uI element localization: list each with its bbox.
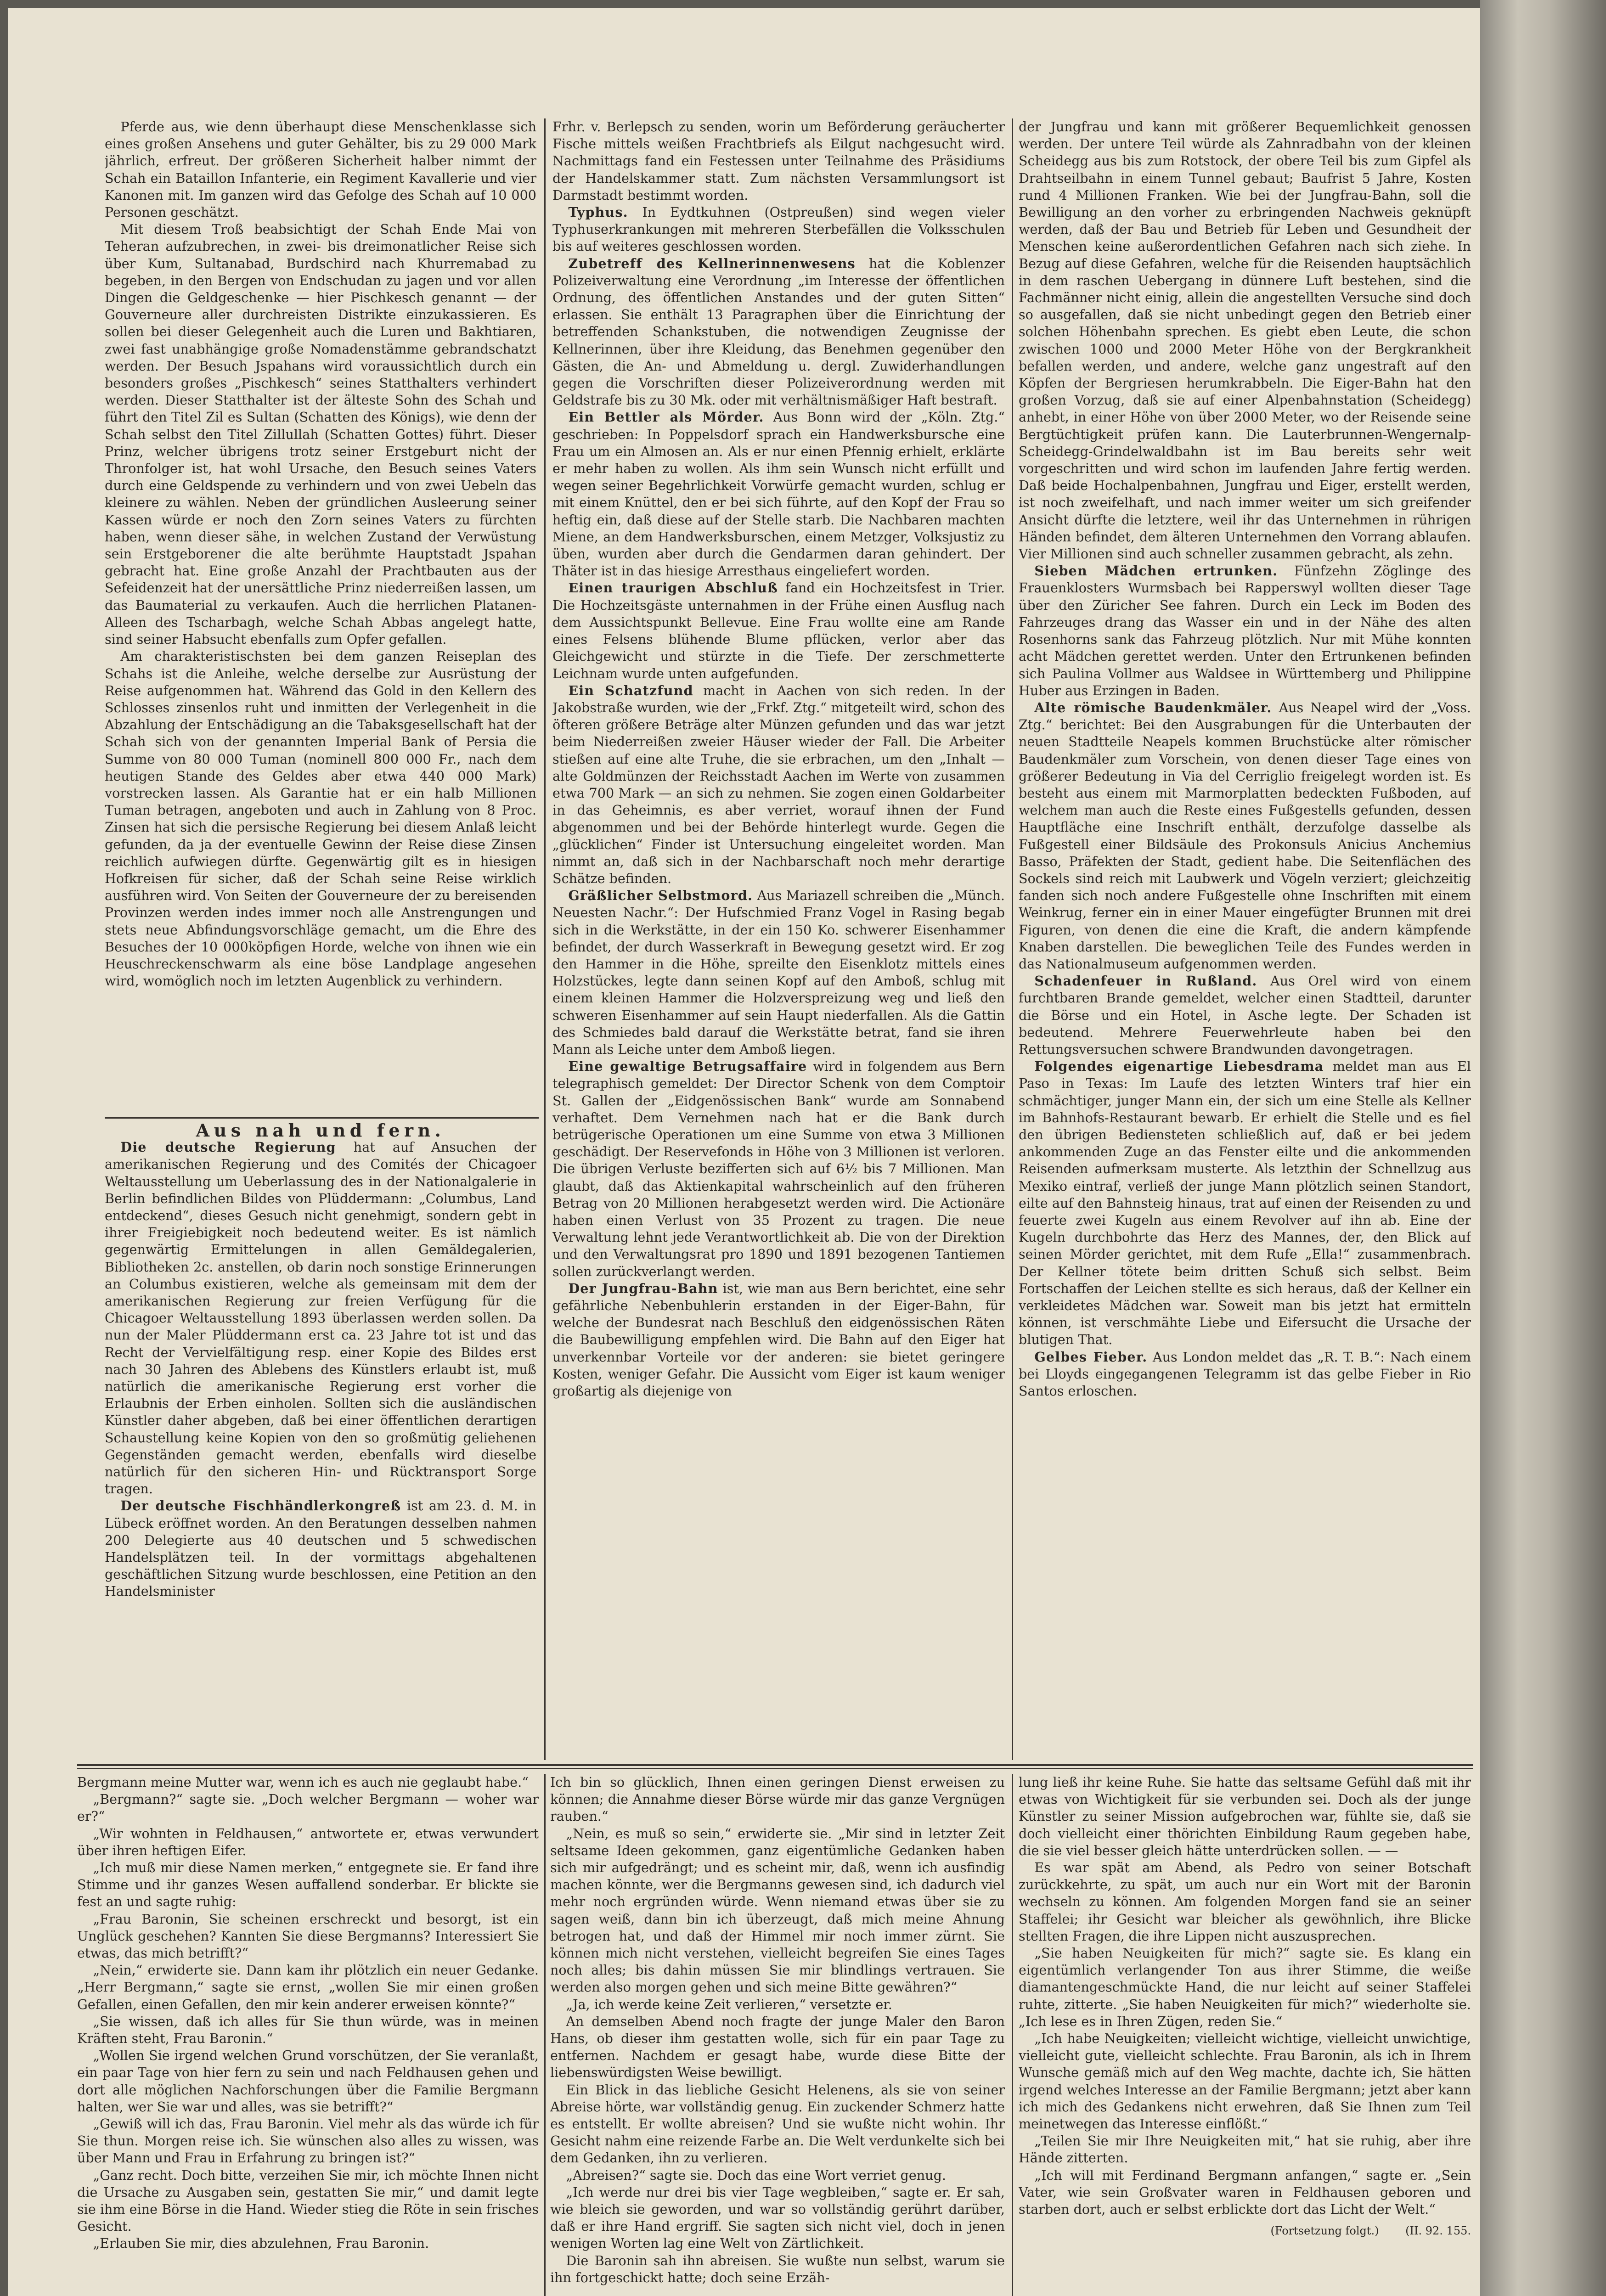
upper-column-1b <box>105 1122 536 1760</box>
paragraph-text: In Eydtkuhnen (Ostpreußen) sind wegen vieler Typhuserkrankungen mit mehreren Sterbefällen die Volksschulen bis auf weiteres geschlossen worden. <box>552 204 1005 254</box>
paragraph <box>552 1058 1005 1280</box>
paragraph-text: der Jungfrau und kann mit größerer Bequemlichkeit genossen werden. Der untere Teil würde als Zahnradbahn von der kleinen Scheidegg aus bis zum Rotstock, der obere Teil bis zum Gipfel als Drahtseilbahn in einem Tunnel gebaut; Baufrist 5 Jahre, Kosten rund 4 Millionen Franken. Wie bei der Jungfrau-Bahn, soll die Bewilligung an den vorher zu erbringenden Nachweis geknüpft werden, daß der Bau und Betrieb für Leben und Gesundheit der Menschen keine außerordentlichen Gefahren nach sich ziehe. In Bezug auf diese Gefahren, welche für die Reisenden hauptsächlich in dem raschen Uebergang in dünnere Luft bestehen, sind die Fachmänner nicht einig, allein die angestellten Versuche sind doch so ausgefallen, daß sie nicht unbedingt gegen den Betrieb einer solchen Höhenbahn sprechen. Es giebt eben Leute, die schon zwischen 1000 und 2000 Meter Höhe von der Bergkrankheit befallen werden, und andere, welche ganz ungestraft auf den Köpfen der Bergriesen herumkrabbeln. Die Eiger-Bahn hat den großen Vorzug, daß sie auf einer Alpenbahnstation (Scheidegg) anhebt, in einer Höhe von über 2000 Meter, wo der Reisende seine Bergtüchtigkeit prüfen kann. Die Lauterbrunnen-Wengernalp-Scheidegg-Grindelwaldbahn ist im Bau bereits sehr weit vorgeschritten und wird schon im laufenden Jahre fertig werden. Daß beide Hochalpenbahnen, Jungfrau und Eiger, erstellt werden, ist noch zweifelhaft, und nach immer weiter um sich greifender Ansicht dürfte die letztere, weil ihr das Unternehmen in rührigen Händen befindet, dem älteren Unternehmen den Vorrang ablaufen. Vier Millionen sind auch schneller zusammen gebracht, als zehn. <box>1019 119 1471 562</box>
paragraph-text: „Teilen Sie mir Ihre Neuigkeiten mit,“ hat sie ruhig, aber ihre Hände zitterten. <box>1019 2133 1471 2166</box>
paragraph <box>1019 1058 1471 1348</box>
paragraph <box>550 2184 1005 2252</box>
paragraph <box>1019 1774 1471 1859</box>
paragraph <box>105 1139 536 1497</box>
paragraph <box>552 409 1005 580</box>
upper-column-3 <box>1019 118 1471 1760</box>
paragraph-text: „Ich habe Neuigkeiten; vielleicht wichtige, vielleicht unwichtige, vielleicht gute, vielleicht schlechte. Frau Baronin, als ich in Ihrem Wunsche gemäß mich auf den Weg machte, dachte ich, Sie hätten irgend welches Interesse an der Familie Bergmann; jetzt aber kann ich mich des Gedankens nicht erwehren, daß Sie Ihnen zum Teil meinetwegen das Interesse einflößt.“ <box>1019 2031 1471 2132</box>
paragraph-text: lung ließ ihr keine Ruhe. Sie hatte das seltsame Gefühl daß mit ihr etwas von Wichtigkeit für sie verbunden sei. Doch als der junge Künstler zu seiner Mission aufgebrochen war, fühlte sie, daß sie doch vielleicht einer thörichten Einbildung Raum gegeben habe, die sie viel besser gleich hätte unterdrücken sollen. — — <box>1019 1774 1471 1858</box>
paragraph <box>77 2013 539 2047</box>
paragraph <box>552 255 1005 409</box>
paragraph <box>550 1996 1005 2013</box>
paragraph-text: „Sie wissen, daß ich alles für Sie thun würde, was in meinen Kräften steht, Frau Baronin.“ <box>77 2013 539 2047</box>
paragraph-text: Am charakteristischsten bei dem ganzen Reiseplan des Schahs ist die Anleihe, welche derselbe zur Ausrüstung der Reise aufgenommen hat. Während das Gold in den Kellern des Schlosses zinsenlos ruht und inmitten der Verlegenheit in die Abzahlung der Entschädigung an die Tabaksgesellschaft hat der Schah sich von der genannten Imperial Bank of Persia die Summe von 80 000 Tuman (nominell 800 000 Fr., nach dem heutigen Stande des Geldes aber etwa 440 000 Mark) vorstrecken lassen. Als Garantie hat er ein halb Millionen Tuman betragen, angeboten und auch in Zahlung von 8 Proc. Zinsen hat sich die persische Regierung bei diesem Anlaß leicht gefunden, da ja der eventuelle Gewinn der Reise diese Zinsen reichlich aufwiegen dürfte. Gegenwärtig gilt es in hiesigen Hofkreisen für sicher, daß der Schah seine Reise wirklich ausführen wird. Von Seiten der Gouverneure der zu bereisenden Provinzen werden indes immer noch alle Anstrengungen und stets neue Abfindungsvorschläge gemacht, um die Ehre des Besuches der 10 000köpfigen Horde, welche von ihnen wie ein Heuschreckenschwarm als eine böse Landplage angesehen wird, womöglich noch im letzten Augenblick zu verhindern. <box>105 648 536 989</box>
paragraph <box>105 118 536 221</box>
article-headline: Folgendes eigenartige Liebesdrama <box>1034 1058 1324 1075</box>
continuation-note <box>1019 2223 1471 2240</box>
column-rule <box>544 1774 546 2296</box>
paragraph <box>552 204 1005 255</box>
paragraph <box>105 1497 536 1600</box>
paragraph-text: Frhr. v. Berlepsch zu senden, worin um Beförderung geräucherter Fische mittels weißen Frachtbriefs als Eilgut nachgesucht wird. Nachmittags fand ein Festessen unter Teilnahme des Präsidiums der Handelskammer statt. Zum nächsten Versammlungsort ist Darmstadt bestimmt worden. <box>552 119 1005 203</box>
upper-column-1 <box>105 118 536 1120</box>
paragraph <box>1019 1945 1471 2030</box>
feuilleton-column-1 <box>77 1774 539 2296</box>
paragraph-text: meldet man aus El Paso in Texas: Im Laufe des letzten Winters traf hier ein schmächtiger, junger Mann ein, der sich um eine Stelle als Kellner im Bahnhofs-Restaurant bewarb. Er erhielt die Stelle und es fiel den übrigen Bediensteten schließlich auf, daß er bei jedem ankommenden Zuge an das Fenster eilte und die ankommenden Reisenden aufmerksam musterte. Als letzthin der Schnellzug aus Mexiko eintraf, verließ der junge Mann plötzlich seinen Standort, eilte auf den Bahnsteig hinaus, trat auf einen der Reisenden zu und feuerte zwei Kugeln aus einem Revolver auf ihn ab. Eine der Kugeln durchbohrte das Herz des Mannes, der, den Blick auf seinen Mörder gerichtet, mit dem Rufe „Ella!“ zusammenbrach. Der Kellner tötete beim dritten Schuß sich selbst. Beim Fortschaffen der Leichen stellte es sich heraus, daß der Kellner ein verkleidetes Mädchen war. Soweit man bis jetzt hat ermitteln können, ist verschmähte Liebe und Eifersucht die Ursache der blutigen That. <box>1019 1058 1471 1348</box>
paragraph <box>77 2116 539 2167</box>
paragraph-text: fand ein Hochzeitsfest in Trier. Die Hochzeitsgäste unternahmen in der Frühe einen Ausflug nach dem Aussichtspunkt Bellevue. Eine Frau wollte eine am Rande eines Felsens blühende Blume pflücken, verlor aber das Gleichgewicht und stürzte in die Tiefe. Der zerschmetterte Leichnam wurde unten aufgefunden. <box>552 580 1005 681</box>
paragraph <box>1019 2167 1471 2218</box>
paragraph-text: Aus Orel wird von einem furchtbaren Brande gemeldet, welcher einen Stadtteil, darunter die Börse und ein Hotel, in Asche legte. Der Schaden ist bedeutend. Mehrere Feuerwehrleute haben bei den Rettungsversuchen schwere Brandwunden davongetragen. <box>1019 973 1471 1057</box>
feuilleton-column-2 <box>550 1774 1005 2296</box>
reference-number: (II. 92. 155. <box>1405 2224 1471 2238</box>
paragraph <box>550 2252 1005 2286</box>
paragraph <box>77 1859 539 1911</box>
paragraph-text: „Erlauben Sie mir, dies abzulehnen, Frau Baronin. <box>93 2235 429 2251</box>
paragraph <box>1019 118 1471 563</box>
paragraph-text: „Nein,“ erwiderte sie. Dann kam ihr plötzlich ein neuer Gedanke. „Herr Bergmann,“ sagte sie ernst, „wollen Sie mir einen großen Gefallen, einen Gefallen, den mir kein anderer erweisen könnte?“ <box>77 1962 539 2012</box>
article-headline: Ein Schatzfund <box>568 682 693 698</box>
paragraph-text: Pferde aus, wie denn überhaupt diese Menschenklasse sich eines großen Ansehens und guter Gehälter, bis zu 29 000 Mark jährlich, erfreut. Der größeren Sicherheit halber nimmt der Schah ein Bataillon Infanterie, ein Regiment Kavallerie und vier Kanonen mit. Im ganzen wird das Gefolge des Schah auf 10 000 Personen geschätzt. <box>105 119 536 220</box>
section-rule <box>105 1117 539 1119</box>
paragraph-text: Es war spät am Abend, als Pedro von seiner Botschaft zurückkehrte, zu spät, um auch nur ein Wort mit der Baronin wechseln zu können. Am folgenden Morgen fand sie an seiner Staffelei; ihr Gesicht war bleicher als gewöhnlich, ihre Blicke stellten Fragen, die ihre Lippen nicht auszusprechen. <box>1019 1860 1471 1944</box>
paragraph <box>550 1774 1005 1825</box>
paragraph-text: „Sie haben Neuigkeiten für mich?“ sagte sie. Es klang ein eigentümlich verlangender Ton aus ihrer Stimme, die weiße diamantengeschmückte Hand, die nur leicht auf seiner Staffelei ruhte, zitterte. „Sie haben Neuigkeiten für mich?“ wiederholte sie. „Ich lese es in Ihren Zügen, reden Sie.“ <box>1019 1945 1471 2029</box>
paragraph-text: Bergmann meine Mutter war, wenn ich es auch nie geglaubt habe.“ <box>77 1774 529 1790</box>
paragraph <box>77 1911 539 1962</box>
paragraph-text: „Ja, ich werde keine Zeit verlieren,“ versetzte er. <box>566 1996 892 2012</box>
column-rule <box>1012 1774 1013 2296</box>
paragraph-text: Aus Neapel wird der „Voss. Ztg.“ berichtet: Bei den Ausgrabungen für die Unterbauten der neuen Stadtteile Neapels kommen Bruchstücke alter römischer Baudenkmäler zum Vorschein, von denen dieser Tage eines von größerer Bedeutung in Via del Cerriglio freigelegt worden ist. Es besteht aus einem mit Marmorplatten bedeckten Fußboden, auf welchem man auch die Reste eines Fußgestells gefunden, dessen Hauptfläche eine Inschrift enthält, derzufolge dasselbe als Fußgestell einer Bildsäule des Prokonsuls Anicius Anchemius Basso, Präfekten der Stadt, gedient habe. Die Seitenflächen des Sockels sind reich mit Laubwerk und Vögeln verziert; gleichzeitig fanden sich noch andere Fußgestelle ohne Inschriften mit einem Weinkrug, ferner ein in einer Mauer eingefügter Brunnen mit drei Figuren, von denen die eine die Kraft, die andern kämpfende Knaben darstellen. Die beweglichen Teile des Fundes werden in das Nationalmuseum aufgenommen werden. <box>1019 699 1471 972</box>
feuilleton-column-3 <box>1019 1774 1471 2296</box>
paragraph <box>552 887 1005 1058</box>
book-spine <box>1480 0 1606 2296</box>
paragraph-text: „Ich werde nur drei bis vier Tage wegbleiben,“ sagte er. Er sah, wie bleich sie geworden, und war so vollständig gerührt darüber, daß er ihre Hand ergriff. Sie sagten sich nicht viel, doch in jenen wenigen Worten lag eine Welt von Zärtlichkeit. <box>550 2184 1005 2251</box>
paragraph-text: „Ich will mit Ferdinand Bergmann anfangen,“ sagte er. „Sein Vater, wie sein Großvater waren in Feldhausen geboren und starben dort, auch er selbst erblickte dort das Licht der Welt.“ <box>1019 2167 1471 2217</box>
paragraph <box>550 2082 1005 2167</box>
paragraph-text: „Ich muß mir diese Namen merken,“ entgegnete sie. Er fand ihre Stimme und ihr ganzes Wesen auffallend sonderbar. Er blickte sie fest an und sagte ruhig: <box>77 1860 539 1910</box>
paragraph <box>77 1825 539 1859</box>
paragraph-text: hat auf Ansuchen der amerikanischen Regierung und des Comités der Chicagoer Weltausstellung um Ueberlassung des in der Nationalgalerie in Berlin befindlichen Bildes von Plüddermann: „Columbus, Land entdeckend“, dieses Gesuch nicht genehmigt, sondern gebt in ihrer Freigiebigkeit noch bedeutend weiter. Es ist nämlich gegenwärtig Ermittelungen in allen Gemäldegalerien, Bibliotheken 2c. anstellen, ob darin noch sonstige Erinnerungen an Columbus existieren, welche als gemeinsam mit dem der amerikanischen Regierung zur freien Verfügung für die Chicagoer Weltausstellung 1893 überlassen werden sollen. Da nun der Maler Plüddermann erst ca. 23 Jahre tot ist und das Recht der Vervielfältigung resp. einer Kopie des Bildes erst nach 30 Jahren des Ablebens des Künstlers erlaubt ist, muß natürlich die amerikanische Regierung erst vorher die Erlaubnis der Erben einholen. Sollten sich die ausländischen Künstler daher abgeben, daß bei einer öffentlichen derartigen Schaustellung keine Kopien von den so großmütig geliehenen Gegenständen gemacht werden, ebenfalls wird dieselbe natürlich für den sicheren Hin- und Rücktransport Sorge tragen. <box>105 1139 536 1497</box>
article-headline: Die deutsche Regierung <box>120 1139 336 1155</box>
paragraph-text: „Ganz recht. Doch bitte, verzeihen Sie mir, ich möchte Ihnen nicht die Ursache zu Ausgaben sein, gestatten Sie mir,“ und damit legte sie ihm eine Börse in die Hand. Wieder stieg die Röte in sein frisches Gesicht. <box>77 2167 539 2234</box>
feuilleton-rule-thin <box>77 1768 1473 1769</box>
paragraph-text: Die Baronin sah ihn abreisen. Sie wußte nun selbst, warum sie ihn fortgeschickt hatte; doch seine Erzäh- <box>550 2252 1005 2285</box>
article-headline: Einen traurigen Abschluß <box>568 580 778 596</box>
paragraph-text: „Wollen Sie irgend welchen Grund vorschützen, der Sie veranlaßt, ein paar Tage von hier fern zu sein und nach Feldhausen gehen und dort alle möglichen Nachforschungen über die Familie Bergmann halten, wer Sie war und alles, was sie betrifft?“ <box>77 2048 539 2115</box>
article-headline: Typhus. <box>568 204 628 220</box>
article-headline: Schadenfeuer in Rußland. <box>1034 973 1257 989</box>
article-headline: Ein Bettler als Mörder. <box>568 409 764 425</box>
paragraph-text: Aus London meldet das „R. T. B.“: Nach einem bei Lloyds eingegangenen Telegramm ist das gelbe Fieber in Rio Santos erloschen. <box>1019 1349 1471 1399</box>
paragraph <box>550 1825 1005 1996</box>
paragraph <box>77 1791 539 1825</box>
paragraph-text: macht in Aachen von sich reden. In der Jakobstraße wurden, wie der „Frkf. Ztg.“ mitgeteilt wird, schon des öfteren größere Beträge alter Münzen gefunden und das war jetzt beim Niederreißen zweier Häuser wieder der Fall. Die Arbeiter stießen auf eine alte Truhe, die sie erbrachen, um den „Inhalt — alte Goldmünzen der Reichsstadt Aachen im Werte von zusammen etwa 700 Mark — an sich zu nehmen. Sie zogen einen Goldarbeiter in das Geheimnis, es aber verriet, worauf ihnen der Fund abgenommen und bei der Behörde hinterlegt wurde. Gegen die „glücklichen“ Finder ist Untersuchung eingeleitet worden. Man nimmt an, daß sich in der Nachbarschaft noch mehr derartige Schätze befinden. <box>552 682 1005 886</box>
article-headline: Gelbes Fieber. <box>1034 1349 1148 1365</box>
column-rule <box>544 118 546 1760</box>
paragraph-text: „Gewiß will ich das, Frau Baronin. Viel mehr als das würde ich für Sie thun. Morgen reise ich. Sie wünschen also alles zu wissen, was über Mann und Frau in Erfahrung zu bringen ist?“ <box>77 2116 539 2166</box>
paragraph <box>77 2047 539 2116</box>
paragraph-text: hat die Koblenzer Polizeiverwaltung eine Verordnung „im Interesse der öffentlichen Ordnung, des öffentlichen Anstandes und der guten Sitten“ erlassen. Sie enthält 13 Paragraphen über die Einrichtung der betreffenden Schankstuben, die notwendigen Zeugnisse der Kellnerinnen, über ihre Kleidung, das Benehmen gegenüber den Gästen, die An- und Abmeldung u. dergl. Zuwiderhandlungen gegen die Vorschriften dieser Polizeiverordnung werden mit Geldstrafe bis zu 30 Mk. oder mit verhältnismäßiger Haft bestraft. <box>552 255 1005 408</box>
article-headline: Der Jungfrau-Bahn <box>568 1280 718 1296</box>
paragraph <box>1019 973 1471 1058</box>
article-headline: Alte römische Baudenkmäler. <box>1034 699 1272 715</box>
paragraph <box>105 221 536 648</box>
paragraph <box>77 1774 539 1791</box>
paragraph-text: Aus Mariazell schreiben die „Münch. Neuesten Nachr.“: Der Hufschmied Franz Vogel in Rasing begab sich in die Werkstätte, in der ein 150 Ko. schwerer Eisenhammer befindet, der durch Wasserkraft in Bewegung gesetzt wird. Er zog den Hammer in die Höhe, spreilte den Eisenklotz mittels eines Holzstückes, legte dann seinen Kopf auf den Amboß, schlug mit einem kleinen Hammer die Holzverspreizung weg und ließ den schweren Eisenhammer auf sein Haupt niederfallen. Als die Gattin des Schmiedes bald darauf die Werkstätte betrat, fand sie ihren Mann als Leiche unter dem Amboß liegen. <box>552 888 1005 1057</box>
paragraph <box>552 682 1005 887</box>
column-rule <box>1012 118 1013 1760</box>
paragraph-text: „Bergmann?“ sagte sie. „Doch welcher Bergmann — woher war er?“ <box>77 1791 539 1824</box>
paragraph <box>1019 2030 1471 2133</box>
paragraph <box>77 2235 539 2252</box>
paragraph-text: Ein Blick in das liebliche Gesicht Helenens, als sie von seiner Abreise hörte, war vollständig genug. Ein zuckender Schmerz hatte es entstellt. Er wollte abreisen? Und sie wußte nicht wohin. Ihr Gesicht nahm eine reizende Farbe an. Die Welt verdunkelte sich bei dem Gedanken, ihn zu verlieren. <box>550 2082 1005 2166</box>
paragraph <box>1019 563 1471 699</box>
paragraph <box>552 580 1005 682</box>
paragraph <box>552 1280 1005 1400</box>
paragraph <box>550 2167 1005 2184</box>
article-headline: Zubetreff des Kellnerinnenwesens <box>568 255 856 271</box>
paragraph <box>552 118 1005 204</box>
paragraph-text: „Abreisen?“ sagte sie. Doch das eine Wort verriet genug. <box>566 2167 946 2183</box>
paragraph <box>1019 2133 1471 2167</box>
paragraph-text: ist, wie man aus Bern berichtet, eine sehr gefährliche Nebenbuhlerin erstanden in der Eiger-Bahn, für welche der Bundesrat nach Beschluß den eidgenössischen Räten die Baubewilligung empfehlen wird. Die Bahn auf den Eiger hat unverkennbar Vorteile vor der anderen: sie bietet geringere Kosten, weniger Gefahr. Die Aussicht vom Eiger ist kaum weniger großartig als diejenige von <box>552 1280 1005 1399</box>
paragraph <box>77 2167 539 2235</box>
article-headline: Gräßlicher Selbstmord. <box>568 888 753 904</box>
section-heading: Aus nah und fern. <box>196 1122 445 1141</box>
paragraph <box>105 648 536 990</box>
paragraph-text: Ich bin so glücklich, Ihnen einen geringen Dienst erweisen zu können; die Annahme dieser Börse würde mir das ganze Vergnügen rauben.“ <box>550 1774 1005 1824</box>
continued-label: (Fortsetzung folgt.) <box>1270 2224 1379 2238</box>
paragraph-text: An demselben Abend noch fragte der junge Maler den Baron Hans, ob dieser ihm gestatten wolle, sich für ein paar Tage zu entfernen. Nachdem er gesagt habe, wurde diese Bitte der liebenswürdigsten Weise bewilligt. <box>550 2013 1005 2081</box>
paragraph-text: „Frau Baronin, Sie scheinen erschreckt und besorgt, ist ein Unglück geschehen? Kannten Sie diese Bergmanns? Interessiert Sie etwas, das mich betrifft?“ <box>77 1911 539 1961</box>
upper-column-2 <box>552 118 1005 1760</box>
article-headline: Sieben Mädchen ertrunken. <box>1034 563 1278 579</box>
article-headline: Der deutsche Fischhändlerkongreß <box>120 1498 401 1514</box>
newspaper-page <box>8 8 1480 2296</box>
paragraph <box>1019 699 1471 973</box>
paragraph-text: ist am 23. d. M. in Lübeck eröffnet worden. An den Beratungen desselben nahmen 200 Delegierte aus 40 deutschen und 5 schwedischen Handelsplätzen teil. In der vormittags abgehaltenen geschäftlichen Sitzung wurde beschlossen, eine Petition an den Handelsminister <box>105 1498 536 1599</box>
paragraph-text: Aus Bonn wird der „Köln. Ztg.“ geschrieben: In Poppelsdorf sprach ein Handwerksbursche eine Frau um ein Almosen an. Als er nur einen Pfennig erhielt, erklärte er mehr haben zu wollen. Als ihm sein Wunsch nicht erfüllt und wegen seiner Begehrlichkeit Vorwürfe gemacht wurden, schlug er mit einem Knüttel, den er bei sich führte, auf den Kopf der Frau so heftig ein, daß diese auf der Stelle starb. Die Nachbaren machten Miene, an dem Handwerksburschen, einem Metzger, Volksjustiz zu üben, wurden aber durch die Gendarmen daran gehindert. Der Thäter ist in das hiesige Arresthaus eingeliefert worden. <box>552 409 1005 579</box>
paragraph-text: wird in folgendem aus Bern telegraphisch gemeldet: Der Director Schenk von dem Comptoir St. Gallen der „Eidgenössischen Bank“ wurde am Sonnabend verhaftet. Dem Vernehmen nach hat er die Bank durch betrügerische Operationen um eine Summe von etwa 3 Millionen geschädigt. Der Reservefonds in Höhe von 3 Millionen ist verloren. Die übrigen Verluste bezifferten sich auf 6½ bis 7 Millionen. Man glaubt, daß das Aktienkapital wahrscheinlich auf den früheren Betrag von 20 Millionen herabgesetzt werden wird. Die Actionäre haben einen Verlust von 35 Prozent zu tragen. Die neue Verwaltung lehnt jede Verantwortlichkeit ab. Die von der Direktion und den Verwaltungsrat pro 1890 und 1891 bezogenen Tantiemen sollen zurückverlangt werden. <box>552 1058 1005 1279</box>
paragraph <box>1019 1859 1471 1945</box>
paragraph <box>1019 1349 1471 1400</box>
paragraph-text: „Wir wohnten in Feldhausen,“ antwortete er, etwas verwundert über ihren heftigen Eifer. <box>77 1825 539 1858</box>
paragraph-text: Mit diesem Troß beabsichtigt der Schah Ende Mai von Teheran aufzubrechen, in zwei- bis dreimonatlicher Reise sich über Kum, Sultanabad, Burdschird nach Khurremabad zu begeben, in den Bergen von Endschudan zu jagen und vor allen Dingen die Geldgeschenke — hier Pischkesch genannt — der Gouverneure aller durchreisten Distrikte einzukassieren. Es sollen bei dieser Gelegenheit auch die Luren und Bakhtiaren, zwei fast unabhängige große Nomadenstämme gebrandschatzt werden. Der Besuch Jspahans wird voraussichtlich durch ein besonders großes „Pischkesch“ seines Statthalters verhindert werden. Dieser Statthalter ist der älteste Sohn des Schah und führt den Titel Zil es Sultan (Schatten des Königs), wie denn der Schah selbst den Titel Zillullah (Schatten Gottes) führt. Dieser Prinz, welcher übrigens trotz seiner Erstgeburt nicht der Thronfolger ist, hat wohl Ursache, den Besuch seines Vaters durch eine Geldspende zu verhindern und von zwei Uebeln das kleinere zu wählen. Neben der gründlichen Ausleerung seiner Kassen würde er noch den Zorn seines Vaters zu fürchten haben, wenn dieser sähe, in welchen Zustand der Verwüstung sein Erstgeborener die alte berühmte Hauptstadt Jspahan gebracht hat. Eine große Anzahl der Prachtbauten aus der Sefeidenzeit hat der unersättliche Prinz niederreißen lassen, um das Baumaterial zu verkaufen. Auch die herrlichen Platanen-Alleen des Tscharbagh, welche Schah Abbas angelegt hatte, sind seiner Habsucht ebenfalls zum Opfer gefallen. <box>105 221 536 647</box>
paragraph-text: Fünfzehn Zöglinge des Frauenklosters Wurmsbach bei Rapperswyl wollten dieser Tage über den Züricher See fahren. Durch ein Leck im Boden des Fahrzeuges drang das Wasser ein und in der Nähe des alten Rosenhorns sank das Fahrzeug plötzlich. Nur mit Mühe konnten acht Mädchen gerettet werden. Unter den Ertrunkenen befinden sich Paulina Vollmer aus Waldsee in Württemberg und Philippine Huber aus Erzingen in Baden. <box>1019 563 1471 698</box>
paragraph-text: „Nein, es muß so sein,“ erwiderte sie. „Mir sind in letzter Zeit seltsame Ideen gekommen, ganz eigentümliche Gedanken haben sich mir aufgedrängt; und es scheint mir, daß, wenn ich ausfindig machen könnte, wer die Bergmanns gewesen sind, ich dadurch viel mehr noch ergründen würde. Wenn niemand etwas über sie zu sagen weiß, dann bin ich überzeugt, daß mich meine Ahnung betrogen hat, und daß der Himmel mir noch immer zürnt. Sie können mich nicht verstehen, vielleicht begreifen Sie eines Tages noch alles; bis dahin müssen Sie mir blindlings vertrauen. Sie werden also morgen gehen und sich meine Bitte gewähren?“ <box>550 1825 1005 1995</box>
paragraph <box>77 1962 539 2013</box>
article-headline: Eine gewaltige Betrugsaffaire <box>568 1058 807 1075</box>
feuilleton-rule <box>77 1764 1473 1766</box>
paragraph <box>550 2013 1005 2082</box>
